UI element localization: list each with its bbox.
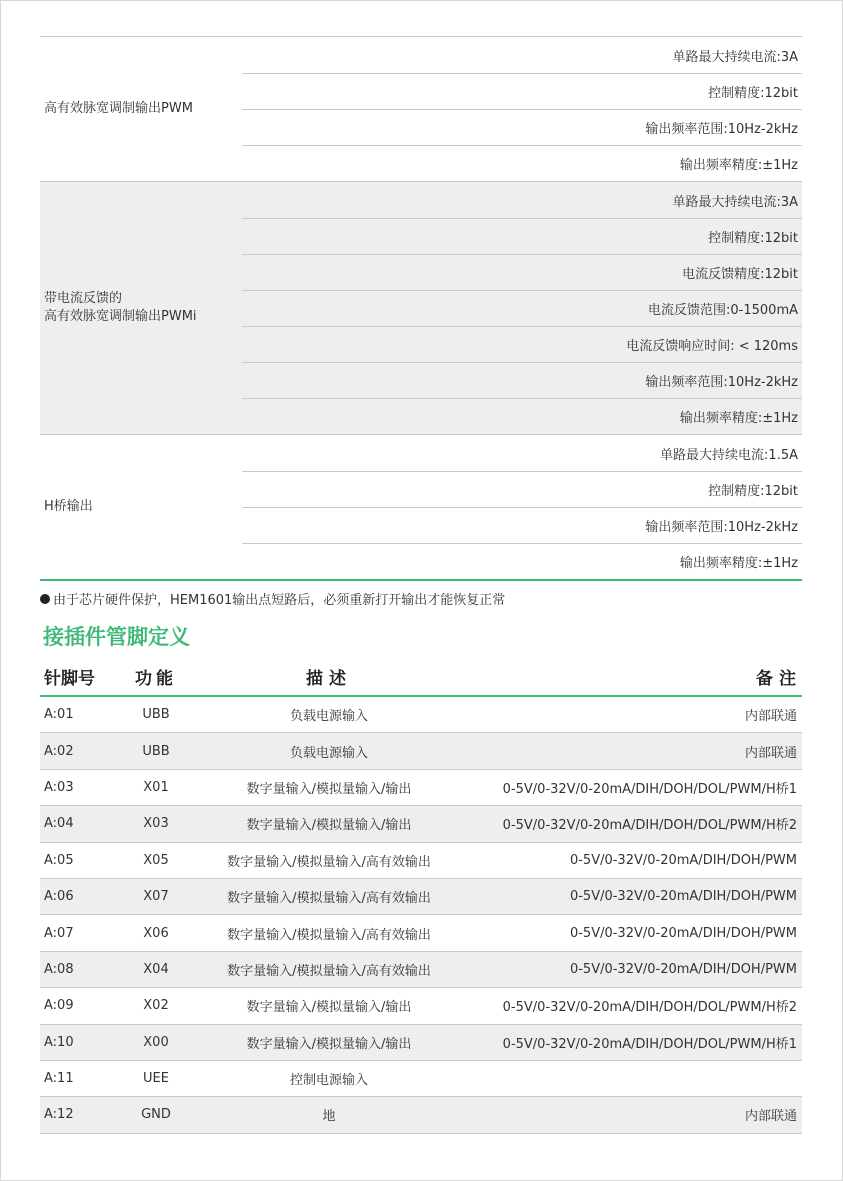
spec-row: 输出频率精度:±1Hz xyxy=(242,145,802,181)
spec-row: 单路最大持续电流:3A xyxy=(672,194,798,210)
spec-group-name xyxy=(44,182,240,434)
protection-note xyxy=(40,589,505,608)
spec-row: 输出频率范围:10Hz-2kHz xyxy=(242,362,802,398)
spec-row: 控制精度:12bit xyxy=(242,218,802,254)
pin-function: X01 xyxy=(143,779,169,795)
pin-remark: 0-5V/0-32V/0-20mA/DIH/DOH/PWM xyxy=(569,852,797,868)
pin-function: X04 xyxy=(143,961,169,977)
pin-number: A:12 xyxy=(44,1107,74,1123)
pin-function: X07 xyxy=(143,889,169,905)
spec-row: 控制精度:12bit xyxy=(242,471,802,507)
spec-row: 输出频率范围:10Hz-2kHz xyxy=(242,507,802,543)
pin-function: UBB xyxy=(142,743,170,759)
table-row xyxy=(40,733,802,769)
pin-description: 数字量输入/模拟量输入/输出 xyxy=(246,1000,412,1016)
pin-function: X06 xyxy=(143,925,169,941)
pin-number: A:02 xyxy=(44,743,74,759)
pin-remark: 0-5V/0-32V/0-20mA/DIH/DOH/PWM xyxy=(569,889,797,905)
table-row xyxy=(40,770,802,806)
pin-function: X02 xyxy=(143,998,169,1014)
pin-number: A:11 xyxy=(44,1071,74,1087)
spec-group xyxy=(40,181,802,434)
pin-description: 数字量输入/模拟量输入/高有效输出 xyxy=(227,854,431,870)
pin-description: 地 xyxy=(322,1109,336,1125)
pin-description: 数字量输入/模拟量输入/输出 xyxy=(246,1036,412,1052)
pin-function: UEE xyxy=(143,1071,169,1087)
spec-row: 输出频率精度:±1Hz xyxy=(242,543,802,579)
spec-row: 电流反馈响应时间: < 120ms xyxy=(242,326,802,362)
spec-row: 输出频率范围:10Hz-2kHz xyxy=(242,109,802,145)
pin-remark: 0-5V/0-32V/0-20mA/DIH/DOH/DOL/PWM/H桥1 xyxy=(502,781,797,797)
pin-function: UBB xyxy=(142,707,170,723)
spec-row: 控制精度:12bit xyxy=(242,73,802,109)
pin-description: 数字量输入/模拟量输入/高有效输出 xyxy=(227,927,431,943)
table-row xyxy=(40,915,802,951)
pin-description: 数字量输入/模拟量输入/高有效输出 xyxy=(227,963,431,979)
pin-number: A:05 xyxy=(44,852,74,868)
spec-table-bottom-rule xyxy=(40,579,802,581)
pin-remark: 0-5V/0-32V/0-20mA/DIH/DOH/DOL/PWM/H桥1 xyxy=(502,1036,797,1052)
spec-group-name xyxy=(44,37,240,181)
header-function: 功能 xyxy=(135,669,177,689)
pin-table-header xyxy=(40,658,802,697)
section-title: 接插件管脚定义 xyxy=(43,625,190,649)
spec-group-name-line: H桥输出 xyxy=(44,499,93,514)
pin-description: 数字量输入/模拟量输入/高有效输出 xyxy=(227,891,431,907)
pin-remark: 0-5V/0-32V/0-20mA/DIH/DOH/DOL/PWM/H桥2 xyxy=(502,818,797,834)
table-row xyxy=(40,843,802,879)
table-row xyxy=(40,952,802,988)
pin-number: A:07 xyxy=(44,925,74,941)
pin-remark: 内部联通 xyxy=(744,709,797,725)
pin-remark: 内部联通 xyxy=(744,745,797,761)
table-row xyxy=(40,1061,802,1097)
pin-remark: 0-5V/0-32V/0-20mA/DIH/DOH/PWM xyxy=(569,961,797,977)
spec-group-name-line: 高有效脉宽调制输出PWM xyxy=(44,101,193,116)
spec-table xyxy=(40,36,802,581)
pin-description: 数字量输入/模拟量输入/输出 xyxy=(246,781,412,797)
pin-description: 负载电源输入 xyxy=(289,709,368,725)
spec-row: 电流反馈精度:12bit xyxy=(242,254,802,290)
pin-number: A:06 xyxy=(44,889,74,905)
spec-group-name-line: 带电流反馈的 xyxy=(44,291,123,306)
pin-number: A:03 xyxy=(44,779,74,795)
table-row xyxy=(40,879,802,915)
pin-description: 控制电源输入 xyxy=(289,1073,368,1089)
pin-description: 数字量输入/模拟量输入/输出 xyxy=(246,818,412,834)
header-remark: 备注 xyxy=(756,669,802,689)
pin-number: A:10 xyxy=(44,1034,74,1050)
table-row xyxy=(40,988,802,1024)
spec-row: 单路最大持续电流:1.5A xyxy=(660,447,798,463)
pin-number: A:09 xyxy=(44,998,74,1014)
header-pin: 针脚号 xyxy=(44,669,95,689)
pin-function: X05 xyxy=(143,852,169,868)
pin-number: A:08 xyxy=(44,961,74,977)
pin-remark: 0-5V/0-32V/0-20mA/DIH/DOH/PWM xyxy=(569,925,797,941)
table-row xyxy=(40,697,802,733)
pin-table-body xyxy=(40,697,802,1134)
spec-row: 单路最大持续电流:3A xyxy=(672,49,798,65)
table-row xyxy=(40,1097,802,1133)
pin-table xyxy=(40,658,802,1134)
pin-function: GND xyxy=(141,1107,171,1123)
spec-row: 输出频率精度:±1Hz xyxy=(242,398,802,434)
spec-row: 电流反馈范围:0-1500mA xyxy=(242,290,802,326)
spec-group xyxy=(40,434,802,579)
pin-description: 负载电源输入 xyxy=(289,745,368,761)
pin-function: X03 xyxy=(143,816,169,832)
table-row xyxy=(40,1025,802,1061)
spec-group xyxy=(40,36,802,181)
pin-remark: 0-5V/0-32V/0-20mA/DIH/DOH/DOL/PWM/H桥2 xyxy=(502,1000,797,1016)
note-text: 由于芯片硬件保护，HEM1601输出点短路后，必须重新打开输出才能恢复正常 xyxy=(53,593,506,608)
spec-group-name xyxy=(44,435,240,579)
pin-number: A:04 xyxy=(44,816,74,832)
pin-number: A:01 xyxy=(44,707,74,723)
spec-group-name-line: 高有效脉宽调制输出PWMi xyxy=(44,309,197,324)
pin-remark: 内部联通 xyxy=(744,1109,797,1125)
header-description: 描述 xyxy=(306,669,352,689)
bullet-icon xyxy=(40,594,50,604)
table-row xyxy=(40,806,802,842)
pin-function: X00 xyxy=(143,1034,169,1050)
